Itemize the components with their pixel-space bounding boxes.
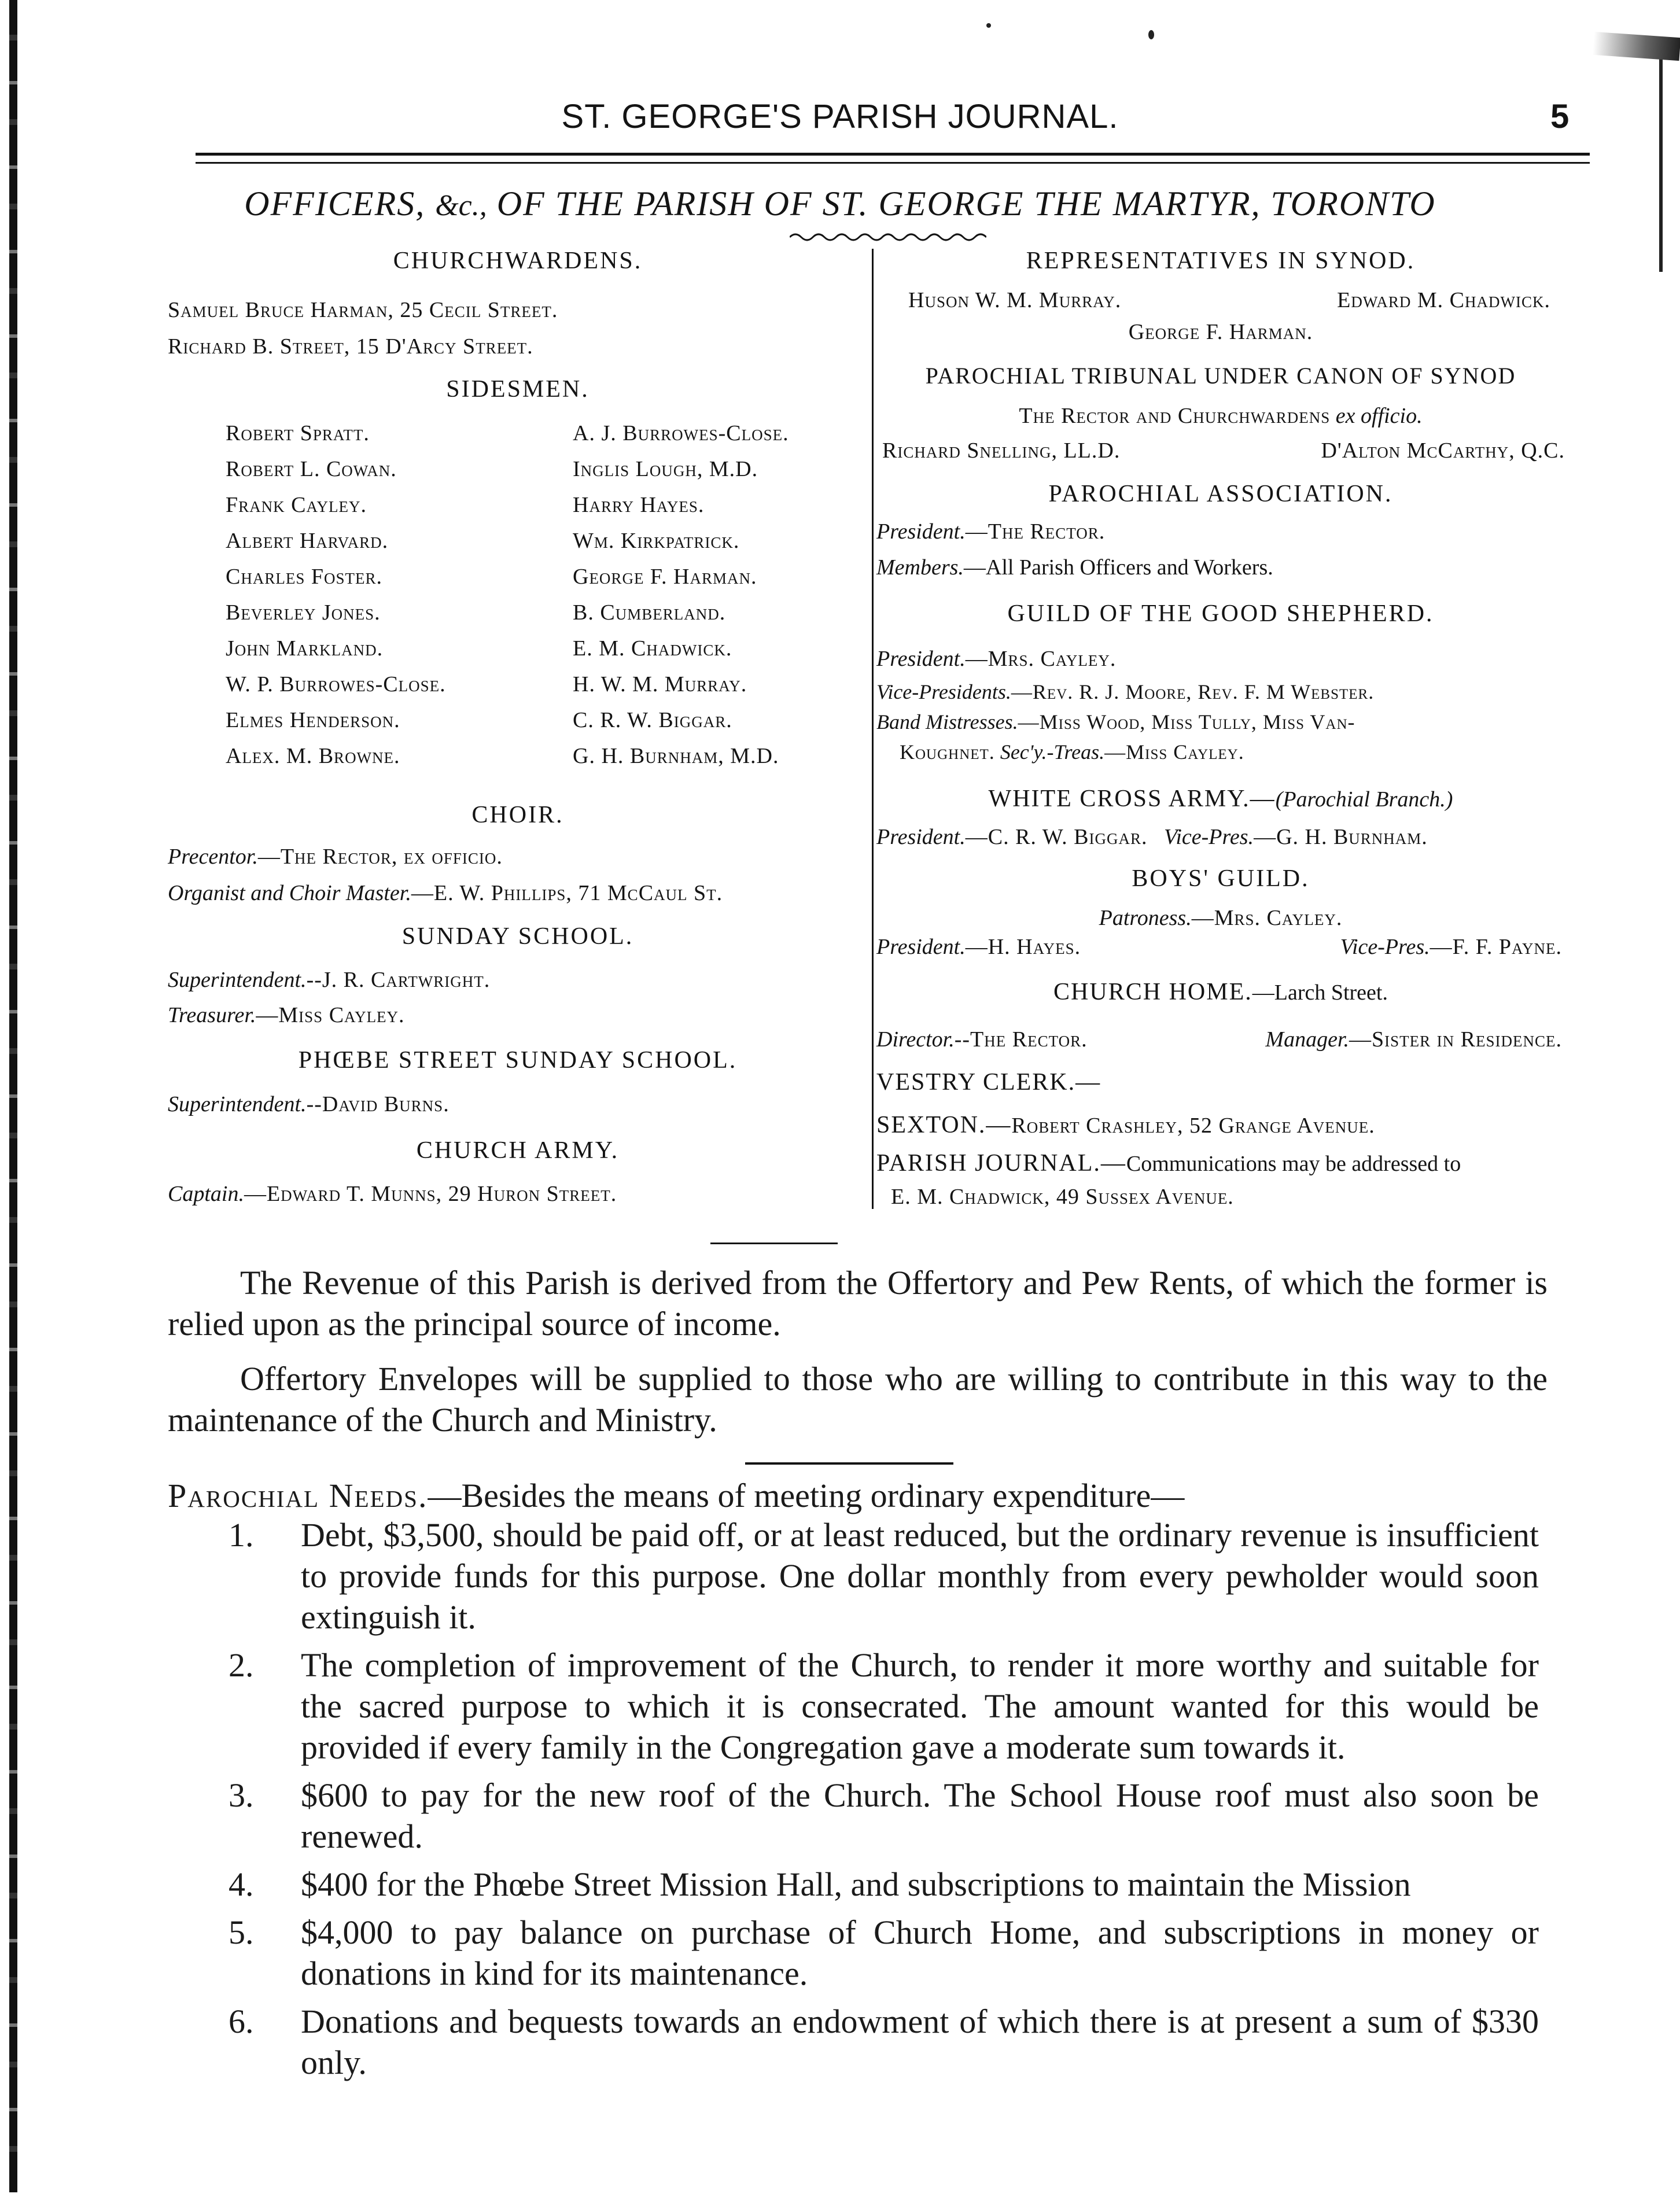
sidesmen-row <box>226 458 868 494</box>
sidesmen-row <box>226 602 868 637</box>
sidesman: Elmes Henderson. <box>226 708 400 732</box>
item-number: 4. <box>229 1865 254 1903</box>
journal-title: ST. GEORGE'S PARISH JOURNAL. <box>561 98 1119 135</box>
choir-organist <box>168 882 868 904</box>
sidesmen-row <box>226 422 868 458</box>
sidesmen-row <box>226 745 868 781</box>
header-rule-top <box>196 153 1590 156</box>
sexton-label: SEXTON.— <box>876 1112 1012 1138</box>
sidesmen-heading: SIDESMEN. <box>446 376 590 403</box>
president-label: President. <box>876 935 966 959</box>
precentor-value: —The Rector, ex officio. <box>257 845 503 869</box>
white-cross-officers <box>876 826 1565 848</box>
white-cross-branch: (Parochial Branch.) <box>1275 787 1453 812</box>
sidesman: Wm. Kirkpatrick. <box>573 529 740 553</box>
manager-label: Manager. <box>1265 1027 1350 1052</box>
vp-label: Vice-Pres. <box>1163 825 1254 849</box>
column-divider <box>872 249 874 1209</box>
journal-label: PARISH JOURNAL.— <box>876 1150 1126 1177</box>
manager-value: —Sister in Residence. <box>1349 1027 1562 1052</box>
item-number: 2. <box>229 1646 254 1684</box>
list-item <box>229 1645 1539 1768</box>
precentor-label: Precentor. <box>168 845 258 869</box>
synod-row <box>908 289 1550 311</box>
item-number: 1. <box>229 1516 254 1554</box>
church-home-officers <box>876 1028 1562 1050</box>
sidesman: Robert L. Cowan. <box>226 457 397 481</box>
heading-part: &c., <box>435 189 487 222</box>
sidesmen-row <box>226 566 868 602</box>
president-value: —The Rector. <box>965 519 1106 544</box>
sidesmen-row <box>226 709 868 745</box>
choir-heading: CHOIR. <box>471 802 564 828</box>
guild-band-mistresses <box>876 711 1565 732</box>
captain-value: —Edward T. Munns, 29 Huron Street. <box>244 1182 617 1206</box>
association-president <box>876 521 1565 543</box>
synod-representative: George F. Harman. <box>1128 320 1313 344</box>
tribunal-ex-officio: ex officio. <box>1335 404 1423 428</box>
vestry-clerk: VESTRY CLERK.— <box>876 1069 1101 1096</box>
tribunal-heading: PAROCHIAL TRIBUNAL UNDER CANON OF SYNOD <box>925 363 1516 389</box>
sidesman: A. J. Burrowes-Close. <box>573 421 789 445</box>
church-home-heading <box>876 980 1565 1004</box>
item-text: The completion of improvement of the Church, to render it more worthy and suitable for the sacred purpose to which it is consecrated. The amount wanted for this would be provided if every family in the Congregation gave a moderate sum towards it. <box>301 1646 1539 1766</box>
sexton-line <box>876 1113 1565 1137</box>
association-heading: PAROCHIAL ASSOCIATION. <box>1048 481 1393 507</box>
sidesmen-row <box>226 637 868 673</box>
list-item <box>229 1775 1539 1857</box>
band-label: Band Mistresses. <box>876 710 1018 733</box>
revenue-paragraph: The Revenue of this Parish is derived from the Offertory and Pew Rents, of which the former is relied upon as the principal source of income. <box>168 1264 1548 1343</box>
sidesman: W. P. Burrowes-Close. <box>226 672 446 696</box>
boys-guild-patroness <box>876 907 1565 929</box>
church-army-captain <box>168 1183 868 1205</box>
scan-speck <box>1148 30 1154 39</box>
scan-speck <box>986 23 991 28</box>
envelopes-paragraph: Offertory Envelopes will be supplied to those who are willing to contribute in this way to the maintenance of the Church and Ministry. <box>168 1360 1548 1439</box>
captain-label: Captain. <box>168 1182 244 1206</box>
sidesmen-list <box>226 422 868 781</box>
superintendent-label: Superintendent. <box>168 1092 307 1116</box>
guild-heading: GUILD OF THE GOOD SHEPHERD. <box>1007 600 1434 627</box>
sidesman: George F. Harman. <box>573 565 757 589</box>
ornament-wave <box>790 231 986 243</box>
journal-value: Communications may be addressed to <box>1126 1152 1461 1176</box>
parochial-needs-heading <box>168 1476 1184 1515</box>
list-item <box>229 1514 1539 1638</box>
sidesmen-row <box>226 673 868 709</box>
scan-edge-corner <box>1593 32 1680 61</box>
item-text: Donations and bequests towards an endowment of which there is at present a sum of $330 only. <box>301 2003 1539 2081</box>
sidesman: C. R. W. Biggar. <box>573 708 732 732</box>
sidesman: E. M. Chadwick. <box>573 636 732 661</box>
guild-vice-presidents <box>876 681 1565 702</box>
president-value: —H. Hayes. <box>965 935 1081 959</box>
boys-guild-officers <box>876 936 1562 958</box>
sidesmen-row <box>226 530 868 566</box>
journal-address: E. M. Chadwick, 49 Sussex Avenue. <box>891 1185 1234 1209</box>
list-item <box>229 1912 1539 1994</box>
vp-value: —Rev. R. J. Moore, Rev. F. M Webster. <box>1011 680 1375 703</box>
sec-label: Sec'y.-Treas. <box>1000 740 1105 764</box>
organist-label: Organist and Choir Master. <box>168 881 411 905</box>
sidesmen-row <box>226 494 868 530</box>
item-number: 6. <box>229 2003 254 2040</box>
members-label: Members. <box>876 555 964 580</box>
white-cross-heading <box>876 787 1565 811</box>
list-item <box>229 2001 1539 2083</box>
sidesman: Beverley Jones. <box>226 600 381 625</box>
synod-heading: REPRESENTATIVES IN SYNOD. <box>1026 248 1416 274</box>
director-label: Director. <box>876 1027 955 1052</box>
boys-guild-heading: BOYS' GUILD. <box>1132 865 1310 892</box>
association-members <box>876 556 1565 578</box>
patroness-value: —Mrs. Cayley. <box>1191 906 1343 930</box>
guild-president <box>876 648 1565 670</box>
sidesman: Robert Spratt. <box>226 421 370 445</box>
sunday-school-heading: SUNDAY SCHOOL. <box>401 923 634 950</box>
item-number: 3. <box>229 1776 254 1814</box>
sidesman: Charles Foster. <box>226 565 382 589</box>
phoebe-school-heading: PHŒBE STREET SUNDAY SCHOOL. <box>298 1047 738 1074</box>
sidesman: Harry Hayes. <box>573 493 705 517</box>
church-home-title: CHURCH HOME. <box>1053 979 1252 1005</box>
president-label: President. <box>876 647 966 671</box>
sidesman: Alex. M. Browne. <box>226 744 400 768</box>
superintendent-label: Superintendent. <box>168 968 307 992</box>
sidesman: John Markland. <box>226 636 384 661</box>
treasurer-label: Treasurer. <box>168 1003 256 1027</box>
tribunal-members: The Rector and Churchwardens <box>1019 404 1331 428</box>
churchwarden-entry: Richard B. Street, 15 D'Arcy Street. <box>168 334 533 359</box>
item-text: $4,000 to pay balance on purchase of Church Home, and subscriptions in money or donations in kind for its maintenance. <box>301 1914 1539 1992</box>
vp-value: —G. H. Burnham. <box>1254 825 1428 849</box>
patroness-label: Patroness. <box>1099 906 1192 930</box>
vp-value: —F. F. Payne. <box>1430 935 1562 959</box>
churchwarden-entry: Samuel Bruce Harman, 25 Cecil Street. <box>168 298 558 322</box>
item-text: $600 to pay for the new roof of the Church. The School House roof must also soon be renewed. <box>301 1776 1539 1855</box>
sidesman: Frank Cayley. <box>226 493 367 517</box>
church-home-address: —Larch Street. <box>1252 980 1388 1005</box>
tribunal-member: Richard Snelling, LL.D. <box>882 438 1121 463</box>
director-value: --The Rector. <box>954 1027 1088 1052</box>
sidesman: Albert Harvard. <box>226 529 389 553</box>
president-value: —Mrs. Cayley. <box>965 647 1117 671</box>
guild-secretary <box>900 742 1565 762</box>
header-rule-bottom <box>196 162 1590 164</box>
president-value: —C. R. W. Biggar. <box>965 825 1148 849</box>
sunday-school-treasurer <box>168 1004 868 1026</box>
sec-value: —Miss Cayley. <box>1104 740 1244 764</box>
needs-label: Parochial Needs. <box>168 1477 428 1514</box>
churchwardens-heading: CHURCHWARDENS. <box>393 248 643 274</box>
organist-value: —E. W. Phillips, 71 McCaul St. <box>411 881 723 905</box>
choir-precentor <box>168 846 868 868</box>
item-text: Debt, $3,500, should be paid off, or at least reduced, but the ordinary revenue is insufficient to provide funds for this purpose. One dollar monthly from every pewholder would soon extinguish it. <box>301 1516 1539 1636</box>
church-army-heading: CHURCH ARMY. <box>416 1137 620 1164</box>
superintendent-value: --David Burns. <box>306 1092 450 1116</box>
president-label: President. <box>876 519 966 544</box>
vp-label: Vice-Pres. <box>1340 935 1430 959</box>
sidesman: B. Cumberland. <box>573 600 726 625</box>
separator-rule <box>745 1462 953 1465</box>
white-cross-title: WHITE CROSS ARMY.— <box>988 786 1276 812</box>
sidesman: Inglis Lough, M.D. <box>573 457 758 481</box>
band-line2: Koughnet. <box>900 740 995 764</box>
tribunal-member: D'Alton McCarthy, Q.C. <box>1321 438 1565 463</box>
sunday-school-superintendent <box>168 969 868 991</box>
phoebe-school-superintendent <box>168 1093 868 1115</box>
needs-intro: —Besides the means of meeting ordinary expenditure— <box>428 1477 1185 1514</box>
page-number: 5 <box>1550 98 1570 135</box>
sidesman: G. H. Burnham, M.D. <box>573 744 779 768</box>
members-value: —All Parish Officers and Workers. <box>963 555 1273 580</box>
sidesman: H. W. M. Murray. <box>573 672 747 696</box>
scan-edge-left <box>9 0 17 2192</box>
synod-representative: Huson W. M. Murray. <box>908 288 1122 312</box>
tribunal-line <box>876 405 1565 427</box>
superintendent-value: --J. R. Cartwright. <box>306 968 491 992</box>
item-number: 5. <box>229 1914 254 1951</box>
separator-rule <box>710 1243 838 1244</box>
vp-label: Vice-Presidents. <box>876 680 1011 703</box>
list-item <box>229 1864 1539 1905</box>
heading-part: OF THE PARISH OF ST. GEORGE THE MARTYR, TORONTO <box>496 185 1436 223</box>
item-text: $400 for the Phœbe Street Mission Hall, and subscriptions to maintain the Mission <box>301 1865 1411 1903</box>
heading-part: OFFICERS, <box>244 185 426 223</box>
treasurer-value: —Miss Cayley. <box>256 1003 405 1027</box>
officers-heading <box>0 184 1680 224</box>
scan-edge-right <box>1659 52 1663 272</box>
journal-contact <box>876 1151 1565 1175</box>
synod-representative: Edward M. Chadwick. <box>1337 288 1550 312</box>
sexton-value: Robert Crashley, 52 Grange Avenue. <box>1011 1114 1375 1138</box>
president-label: President. <box>876 825 966 849</box>
band-value: —Miss Wood, Miss Tully, Miss Van- <box>1018 710 1355 733</box>
parochial-needs-list <box>229 1514 1539 2083</box>
tribunal-row <box>882 440 1565 462</box>
